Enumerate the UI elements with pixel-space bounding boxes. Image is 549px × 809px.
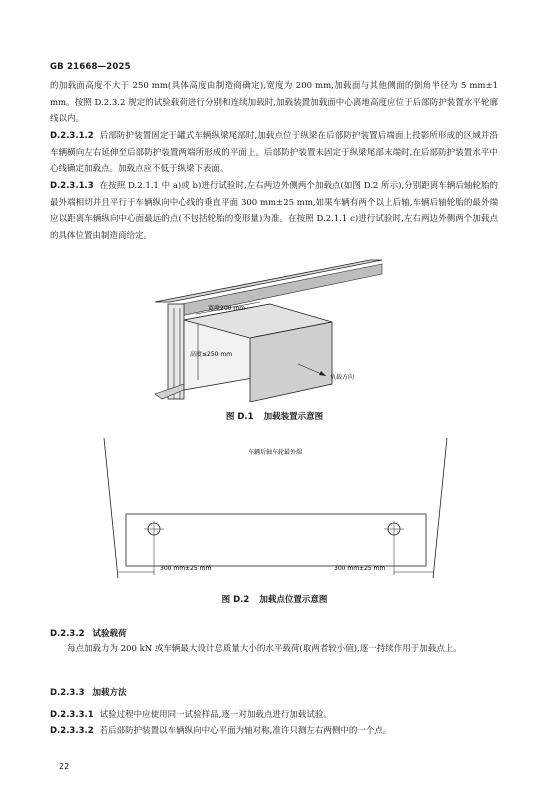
section-title: 加载方法 xyxy=(92,688,127,698)
clause-number: D.2.3.1.2 xyxy=(50,131,94,141)
direction-label: 负载方向 xyxy=(330,374,355,381)
section-d232-heading xyxy=(50,627,127,639)
width-label: 宽度200 mm xyxy=(208,305,246,312)
clause-number: D.2.3.3.1 xyxy=(50,710,94,720)
page-number: 22 xyxy=(59,762,70,771)
paragraph-d2332 xyxy=(50,723,498,740)
clause-number: D.2.3.1.3 xyxy=(50,181,94,191)
figure-d2-caption xyxy=(0,593,549,605)
caption-title: 加载点位置示意图 xyxy=(259,595,328,605)
dim-label-right: 300 mm±25 mm xyxy=(334,565,386,572)
wheel-outer-right-line xyxy=(433,438,447,578)
caption-title: 加载装置示意图 xyxy=(263,412,324,422)
clause-number: D.2.3.3.2 xyxy=(50,726,94,736)
paragraph-load: 每点加载力为 200 kN 或车辆最大设计总质量大小的水平载荷(取两者较小值),逐一持续作用于加载点上。 xyxy=(67,644,462,654)
wheel-outer-label: 车辆后轴车轮最外端 xyxy=(247,449,303,456)
clause-text: 在按照 D.2.1.1 中 a)或 b)进行试验时,左右两边外侧两个加载点(如图 D.2 所示),分别距离车辆后轴轮胎的最外端相切并且平行于车辆纵向中心线的垂直平面 300 mm±25 mm,如果车辆有两个以上后轴,车辆后轴轮胎的最外端应以距离车辆纵向中心面最远的点(不包括轮胎的变形量)为准。在按照 D.2.1.1 c)进行试验时,左右两边外侧两个加载点的具体位置由制造商给定。 xyxy=(50,181,498,241)
clause-text: 试验过程中应使用同一试验样品,逐一对加载点进行加载试验。 xyxy=(99,710,332,720)
caption-number: 图 D.2 xyxy=(221,595,250,605)
standard-number: GB 21668—2025 xyxy=(50,62,131,72)
figure-d2-loading-points xyxy=(98,428,453,583)
paragraph-continued: 的加载面高度不大于 250 mm(具体高度由制造商确定),宽度为 200 mm,加载面与其他侧面的倒角半径为 5 mm±1 mm。按照 D.2.3.2 规定的试验载荷进行分别和连续加载时,加载装置加载面中心离地高度应位于后部防护装置水平轮廓线以内。 xyxy=(50,81,498,124)
section-number: D.2.3.2 xyxy=(50,629,85,639)
figure-d1-caption xyxy=(0,410,549,422)
paragraph-d2331 xyxy=(50,707,498,724)
section-number: D.2.3.3 xyxy=(50,688,85,698)
dim-label-left: 300 mm±25 mm xyxy=(160,565,212,572)
section-d233-heading xyxy=(50,686,127,698)
paragraph-d2312 xyxy=(50,128,498,178)
section-title: 试验载荷 xyxy=(92,629,127,639)
paragraph-d2313 xyxy=(50,178,498,244)
height-label: 高度≤250 mm xyxy=(190,351,233,358)
clause-text: 后部防护装置固定于罐式车辆纵梁尾部时,加载点位于纵梁在后部防护装置后端面上投影所形成的区域并沿车辆横向左右延伸至后部防护装置两端所形成的平面上。后部防护装置未固定于纵梁尾部末端时,在后部防护装置水平中心线确定加载点。加载点应不低于纵梁下表面。 xyxy=(50,131,498,174)
caption-number: 图 D.1 xyxy=(225,412,254,422)
rear-guard-beam xyxy=(126,514,426,566)
figure-d1-loading-device xyxy=(150,252,400,402)
clause-text: 若后部防护装置以车辆纵向中心平面为轴对称,准许只测左右两侧中的一个点。 xyxy=(99,726,392,736)
wheel-outer-left-line xyxy=(104,438,118,578)
